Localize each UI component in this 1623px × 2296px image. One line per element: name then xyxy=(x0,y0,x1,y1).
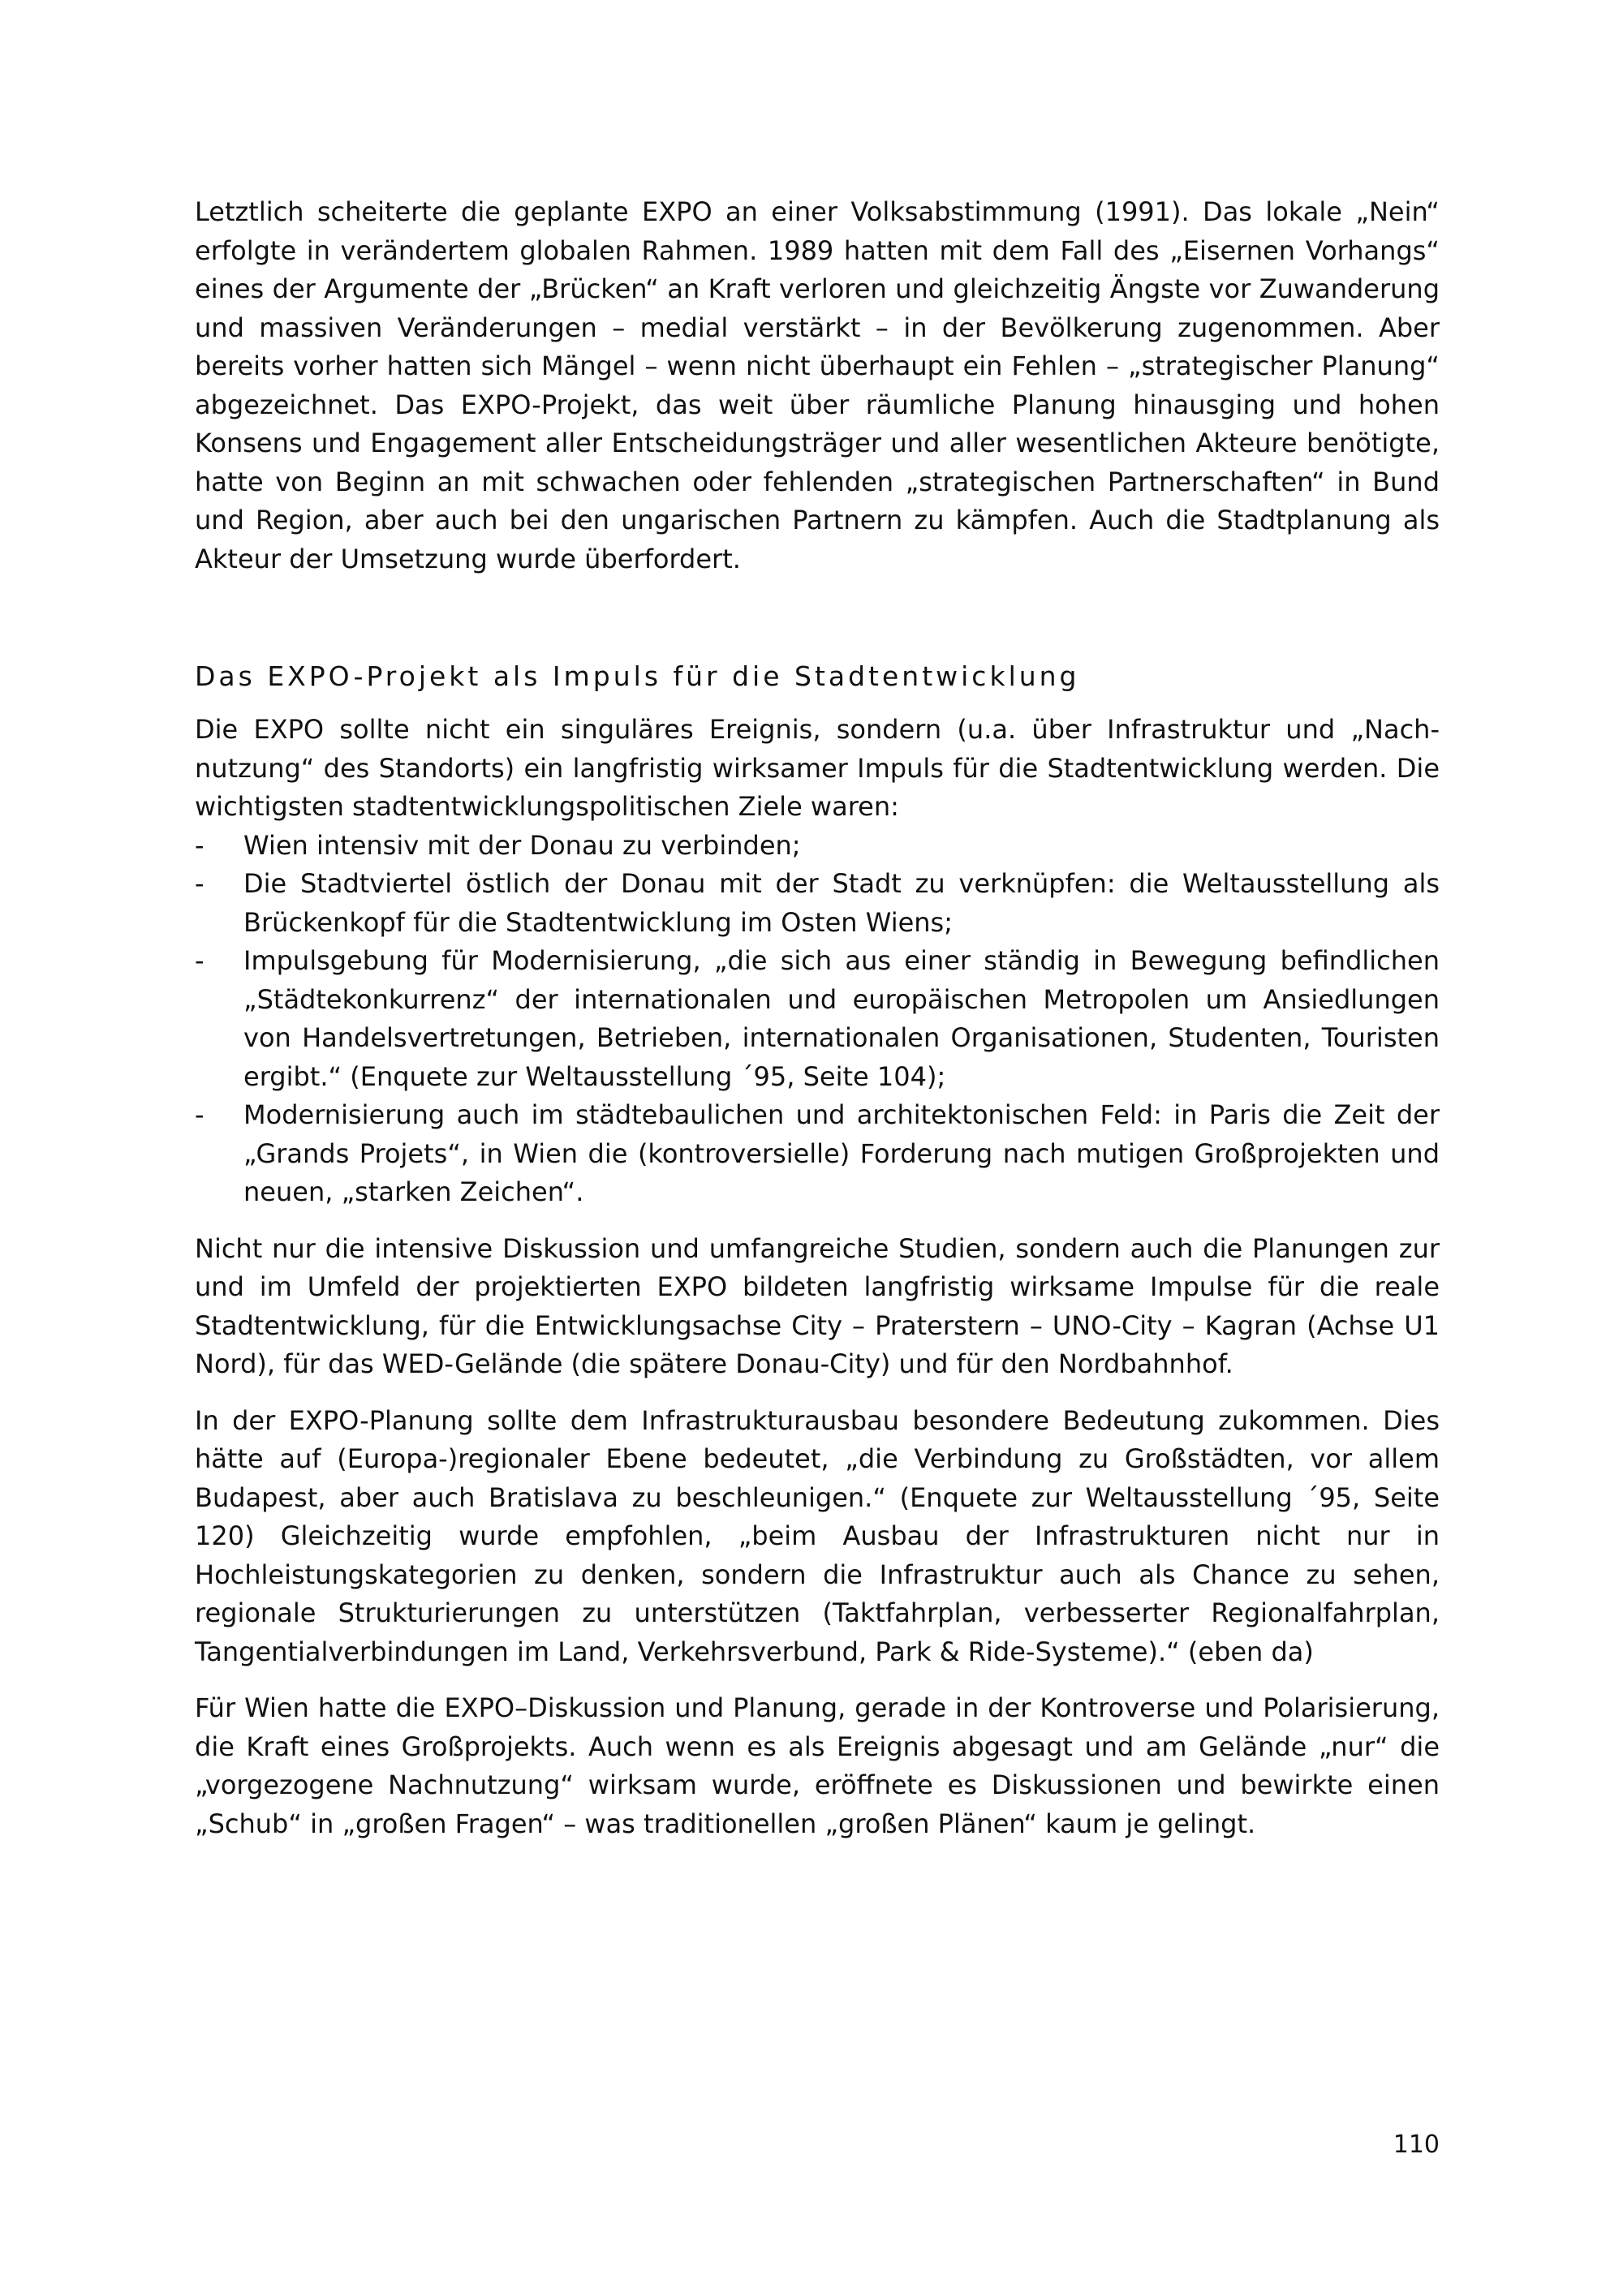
page-number: 110 xyxy=(1393,2130,1440,2159)
section-heading: Das EXPO-Projekt als Impuls für die Stadtentwicklung xyxy=(195,660,1080,692)
section-intro-paragraph: Die EXPO sollte nicht ein singuläres Ereignis, sondern (u.a. über Infrastruktur und „Nachnutzung“ des Standorts) ein langfristig wirksamer Impuls für die Stadtentwicklung werden. Die wichtigsten stadtentwicklungspolitischen Ziele waren: xyxy=(195,714,1440,822)
intro-paragraph: Letztlich scheiterte die geplante EXPO an einer Volksabstimmung (1991). Das lokale „Nein“ erfolgte in verändertem globalen Rahmen. 1989 hatten mit dem Fall des „Eisernen Vorhangs“ eines der Argumente der „Brücken“ an Kraft verloren und gleichzeitig Ängste vor Zuwanderung und massiven Veränderungen – medial verstärkt – in der Bevölkerung zugenommen. Aber bereits vorher hatten sich Mängel – wenn nicht überhaupt ein Fehlen – „strategischer Planung“ abgezeichnet. Das EXPO-Projekt, das weit über räumliche Planung hinausging und hohen Konsens und Engagement aller Entscheidungsträger und aller wesentlichen Akteure benötigte, hatte von Beginn an mit schwachen oder fehlenden „strategischen Partnerschaften“ in Bund und Region, aber auch bei den ungarischen Partnern zu kämpfen. Auch die Stadtplanung als Akteur der Umsetzung wurde überfordert. xyxy=(195,196,1440,574)
goals-list xyxy=(195,827,1440,1212)
impulses-paragraph: Nicht nur die intensive Diskussion und umfangreiche Studien, sondern auch die Planungen zur und im Umfeld der projektierten EXPO bildeten langfristig wirksame Impulse für die reale Stadtentwicklung, für die Entwicklungsachse City – Praterstern – UNO-City – Kagran (Achse U1 Nord), für das WED-Gelände (die spätere Donau-City) und für den Nordbahnhof. xyxy=(195,1232,1440,1379)
list-item: - Impulsgebung für Modernisierung, „die sich aus einer ständig in Bewegung befindlichen „Städtekonkurrenz“ der internationalen und europäischen Metropolen um Ansiedlungen von Handelsvertretungen, Betrieben, internationalen Organisationen, Studenten, Touristen ergibt.“ (Enquete zur Weltausstellung ´95, Seite 104); xyxy=(195,942,1440,1096)
document-page xyxy=(195,193,1440,1843)
infrastructure-paragraph: In der EXPO-Planung sollte dem Infrastrukturausbau besondere Bedeutung zukommen. Dies hätte auf (Europa-)regionaler Ebene bedeutet, „die Verbindung zu Großstädten, vor allem Budapest, aber auch Bratislava zu beschleunigen.“ (Enquete zur Weltausstellung ´95, Seite 120) Gleichzeitig wurde empfohlen, „beim Ausbau der Infrastrukturen nicht nur in Hochleistungskategorien zu denken, sondern die Infrastruktur auch als Chance zu sehen, regionale Strukturierungen zu unterstützen (Taktfahrplan, verbesserter Regionalfahrplan, Tangentialverbindungen im Land, Verkehrsverbund, Park & Ride-Systeme).“ (eben da) xyxy=(195,1404,1440,1667)
list-item: - Die Stadtviertel östlich der Donau mit der Stadt zu verknüpfen: die Weltausstellung als Brückenkopf für die Stadtentwicklung im Osten Wiens; xyxy=(195,865,1440,942)
list-item: - Wien intensiv mit der Donau zu verbinden; xyxy=(195,827,1440,866)
list-item: - Modernisierung auch im städtebaulichen und architektonischen Feld: in Paris die Zeit der „Grands Projets“, in Wien die (kontroversielle) Forderung nach mutigen Großprojekten und neuen, „starken Zeichen“. xyxy=(195,1096,1440,1212)
vienna-paragraph: Für Wien hatte die EXPO–Diskussion und Planung, gerade in der Kontroverse und Polarisierung, die Kraft eines Großprojekts. Auch wenn es als Ereignis abgesagt und am Gelände „nur“ die „vorgezogene Nachnutzung“ wirksam wurde, eröffnete es Diskussionen und bewirkte einen „Schub“ in „großen Fragen“ – was traditionellen „großen Plänen“ kaum je gelingt. xyxy=(195,1692,1440,1839)
